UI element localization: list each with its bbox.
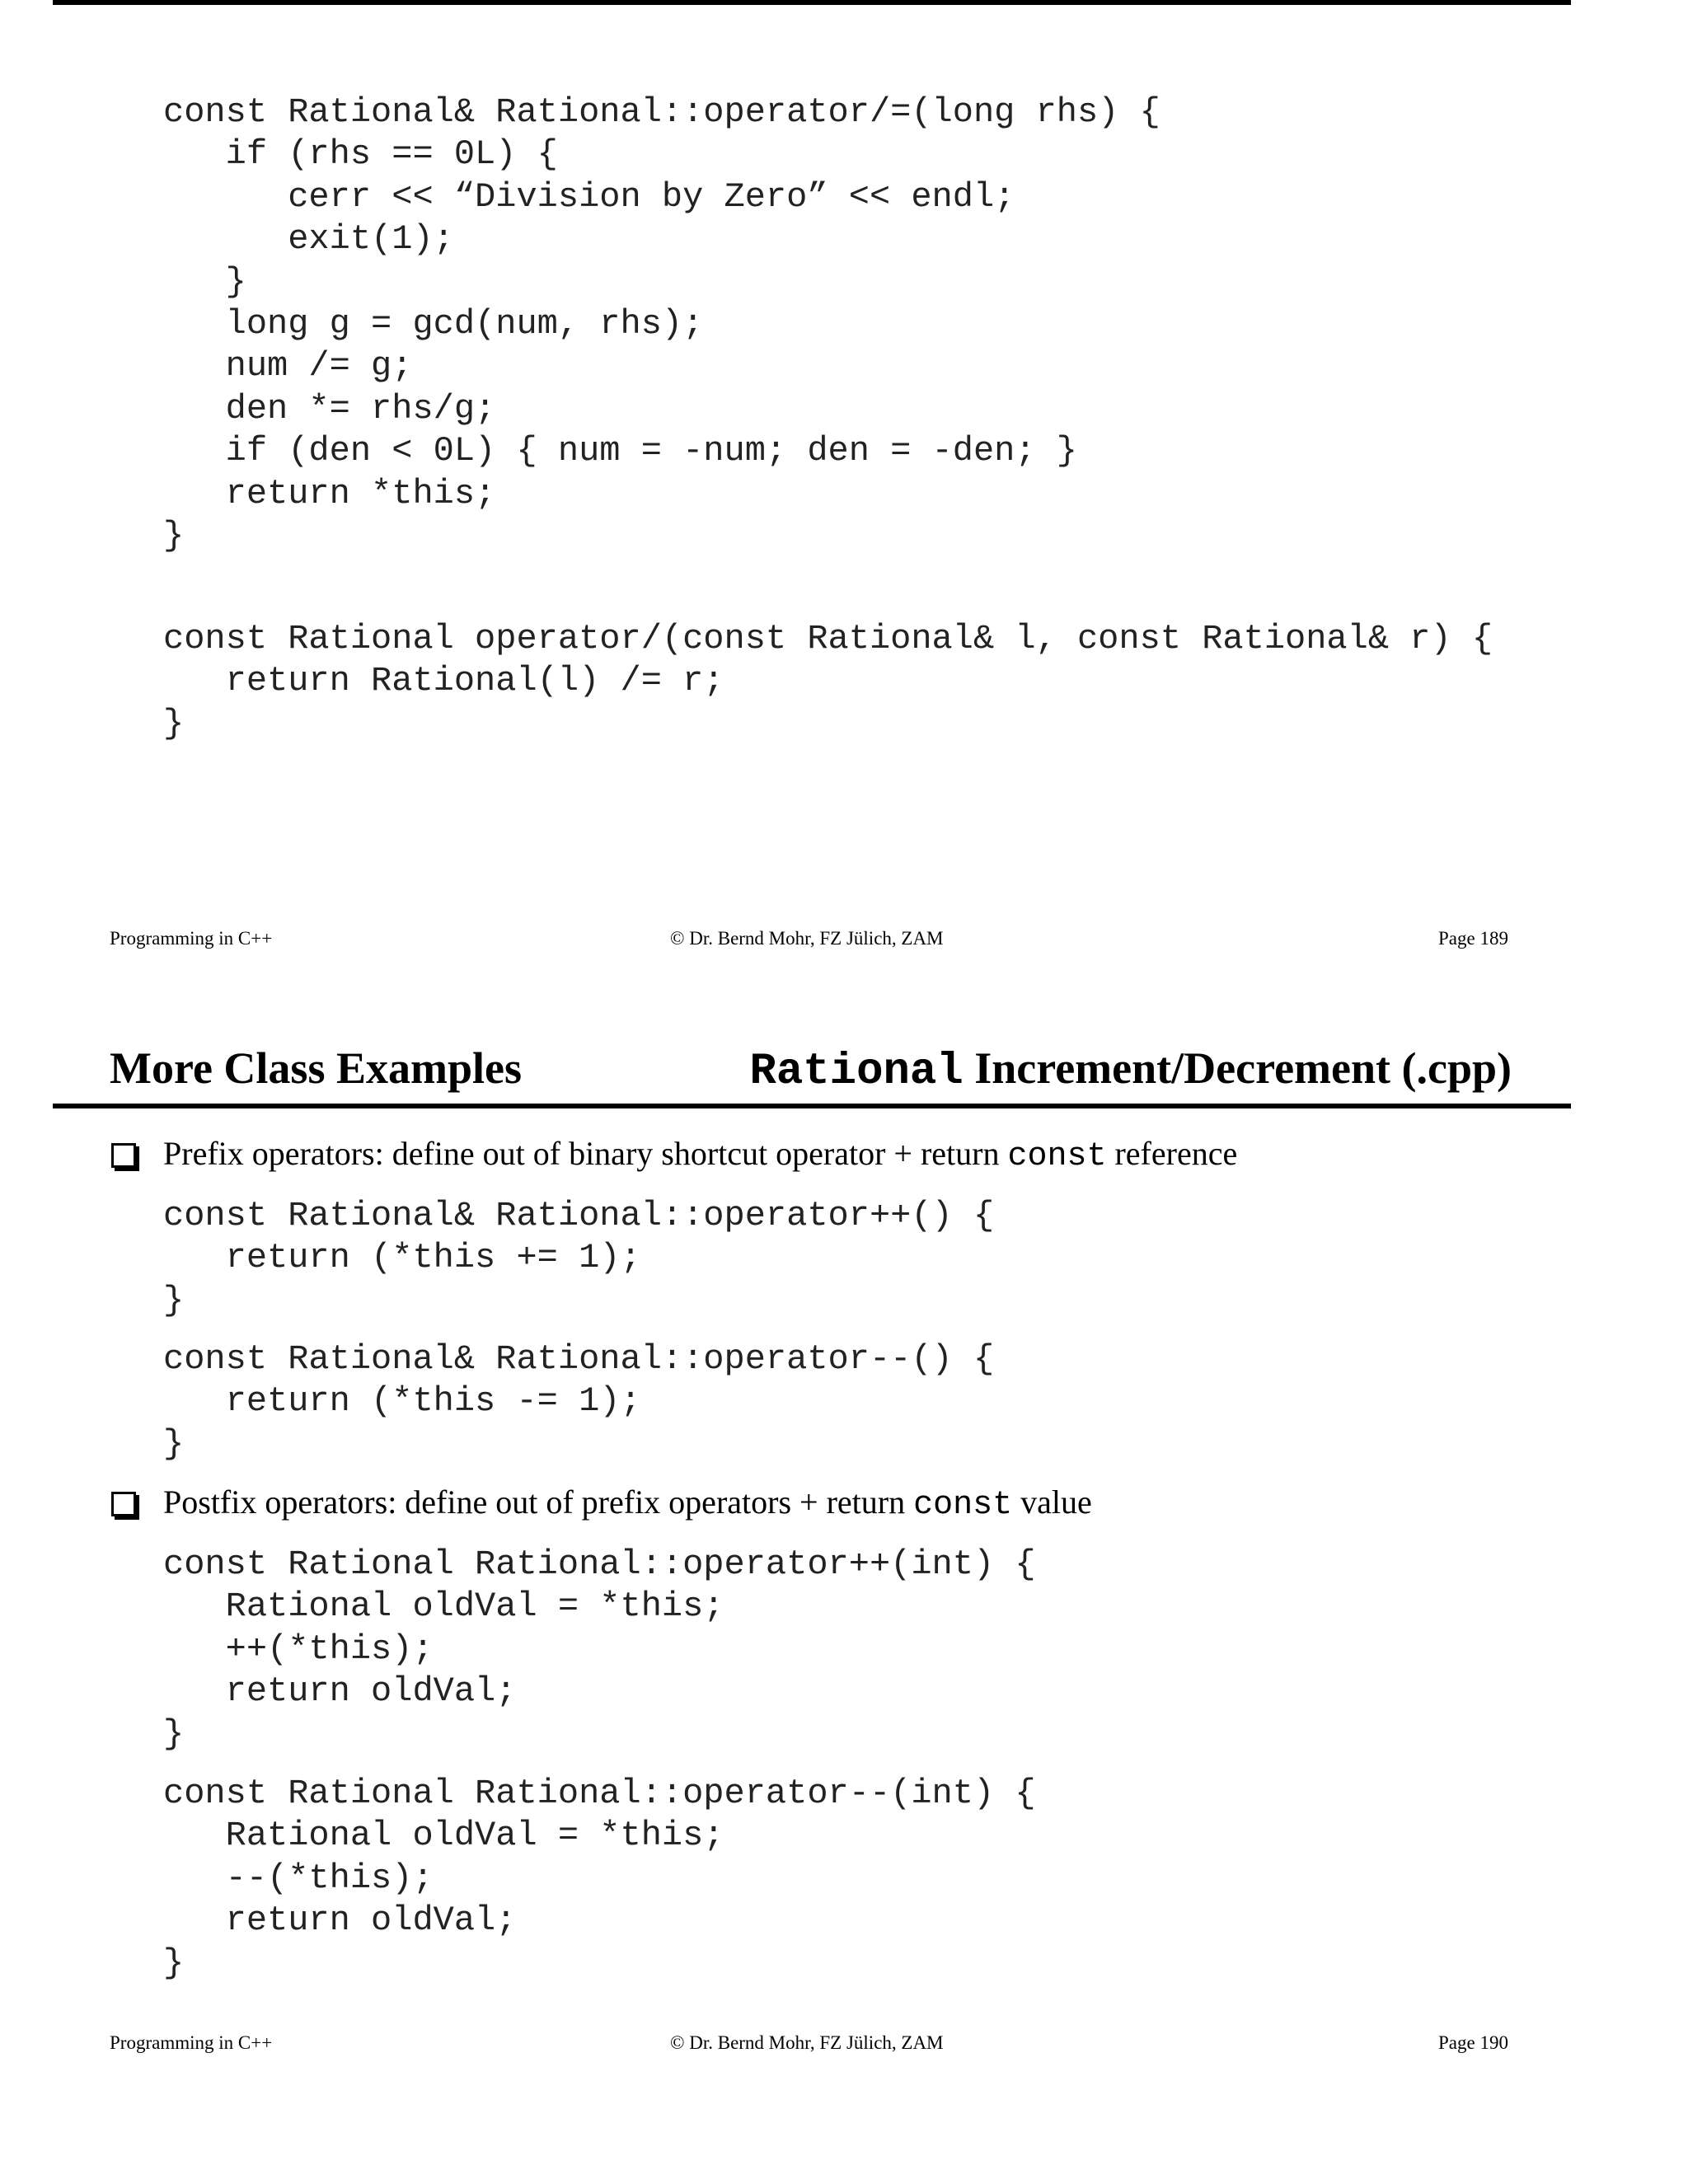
code-line: num /= g; (163, 346, 413, 387)
bullet-prefix-operators (163, 1134, 1237, 1175)
page-title-right (749, 1043, 1512, 1097)
code-line: if (den < 0L) { num = -num; den = -den; } (163, 431, 1077, 471)
code-line: long g = gcd(num, rhs); (163, 303, 704, 344)
footer-left-p190: Programming in C++ (110, 2032, 273, 2053)
code-line: } (163, 1713, 185, 1754)
code-line: Rational oldVal = *this; (163, 1816, 724, 1856)
code-line: den *= rhs/g; (163, 388, 496, 429)
title-topic: Increment/Decrement (.cpp) (963, 1043, 1512, 1093)
code-line: } (163, 1280, 185, 1320)
code-line: const Rational operator/(const Rational& l, const Rational& r) { (163, 619, 1493, 658)
bullet-text: Postfix operators: define out of prefix operators + return (163, 1483, 914, 1521)
bullet-keyword: const (1007, 1138, 1107, 1175)
footer-center-p189: © Dr. Bernd Mohr, FZ Jülich, ZAM (670, 928, 944, 949)
bullet-keyword: const (913, 1487, 1013, 1524)
footer-left-p189: Programming in C++ (110, 928, 273, 949)
code-line: cerr << “Division by Zero” << endl; (163, 176, 1015, 217)
footer-page-number-p190: Page 190 (1438, 2032, 1508, 2053)
code-postfix-decrement (163, 1773, 1036, 1985)
code-line: } (163, 261, 246, 302)
code-line: Rational oldVal = *this; (163, 1586, 724, 1627)
code-prefix-increment (163, 1195, 994, 1322)
code-line: return oldVal; (163, 1900, 517, 1941)
code-line: const Rational& Rational::operator--() { (163, 1339, 995, 1379)
code-line: return (*this += 1); (163, 1238, 641, 1278)
code-line: return Rational(l) /= r; (163, 661, 724, 701)
code-line: --(*this); (163, 1858, 434, 1898)
code-postfix-increment (163, 1544, 1036, 1755)
code-prefix-decrement (163, 1338, 994, 1465)
checkbox-bullet-icon (111, 1143, 136, 1168)
bullet-text: reference (1106, 1135, 1238, 1172)
code-line: } (163, 1423, 185, 1464)
footer-center-p190: © Dr. Bernd Mohr, FZ Jülich, ZAM (670, 2032, 944, 2053)
code-line: return *this; (163, 473, 496, 513)
code-line: return oldVal; (163, 1671, 517, 1712)
code-line: const Rational Rational::operator++(int) { (163, 1544, 1036, 1584)
code-line: } (163, 703, 185, 743)
code-line: const Rational& Rational::operator/=(long rhs) { (163, 92, 1160, 132)
code-line: const Rational Rational::operator--(int) { (163, 1774, 1036, 1813)
checkbox-bullet-icon (111, 1492, 136, 1516)
code-line: if (rhs == 0L) { (163, 134, 558, 175)
bullet-postfix-operators (163, 1483, 1092, 1524)
code-line: } (163, 1943, 185, 1983)
code-line: return (*this -= 1); (163, 1381, 641, 1422)
code-line: ++(*this); (163, 1629, 434, 1669)
code-line: } (163, 515, 185, 555)
code-line: exit(1); (163, 219, 454, 260)
top-rule (53, 0, 1571, 5)
title-class-name: Rational (749, 1047, 964, 1097)
bullet-text: Prefix operators: define out of binary shortcut operator + return (163, 1135, 1008, 1172)
code-operator-div (163, 618, 1493, 745)
bullet-text: value (1012, 1483, 1092, 1521)
title-rule (53, 1104, 1571, 1108)
page-title-left: More Class Examples (110, 1043, 522, 1093)
code-operator-div-assign (163, 91, 1160, 557)
code-line: const Rational& Rational::operator++() { (163, 1196, 995, 1235)
footer-page-number-p189: Page 189 (1438, 928, 1508, 949)
